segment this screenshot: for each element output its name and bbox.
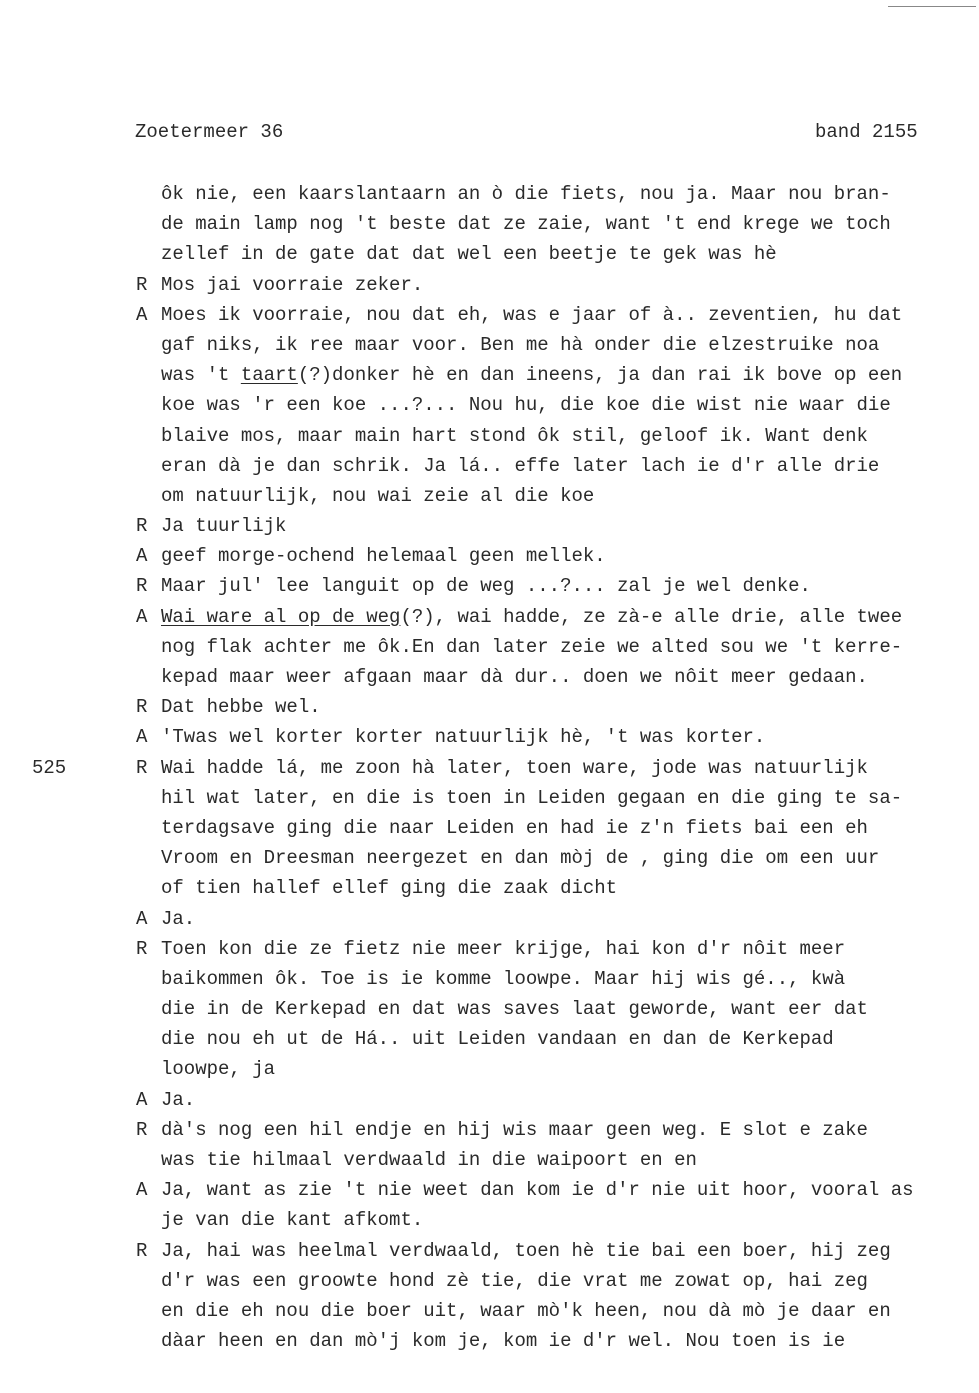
line-text xyxy=(161,273,423,297)
transcript-line xyxy=(0,273,979,303)
line-text xyxy=(161,605,902,629)
line-text xyxy=(161,242,777,266)
text-segment: Moes ik voorraie, nou dat eh, was e jaar of à.. zeventien, hu dat xyxy=(161,303,903,326)
speaker-label: R xyxy=(136,937,148,960)
transcript-line xyxy=(0,1208,979,1238)
transcript-line xyxy=(0,816,979,846)
text-segment: en die eh nou die boer uit, waar mò'k heen, nou dà mò je daar en xyxy=(161,1299,891,1322)
line-text xyxy=(161,846,879,870)
text-segment: Ja, hai was heelmal verdwaald, toen hè tie bai een boer, hij zeg xyxy=(161,1239,891,1262)
text-segment: d'r was een groowte hond zè tie, die vrat me zowat op, hai zeg xyxy=(161,1269,868,1292)
text-segment: zellef in de gate dat dat wel een beetje te gek was hè xyxy=(161,243,777,266)
transcript-line xyxy=(0,907,979,937)
line-text xyxy=(161,997,868,1021)
text-segment: dà's nog een hil endje en hij wis maar geen weg. E slot e zake xyxy=(161,1118,868,1141)
line-text xyxy=(161,816,868,840)
text-segment: baikommen ôk. Toe is ie komme loowpe. Maar hij wis gé.., kwà xyxy=(161,967,846,990)
text-segment: je van die kant afkomt. xyxy=(161,1209,424,1232)
transcript-line xyxy=(0,212,979,242)
line-text xyxy=(161,393,891,417)
transcript-line xyxy=(0,786,979,816)
transcript-line xyxy=(0,725,979,755)
transcript-line xyxy=(0,574,979,604)
text-segment: ôk nie, een kaarslantaarn an ò die fiets, nou ja. Maar nou bran- xyxy=(161,183,891,205)
page-header-title: Zoetermeer 36 xyxy=(135,121,284,143)
text-segment: dàar heen en dan mò'j kom je, kom ie d'r wel. Nou toen is ie xyxy=(161,1330,846,1353)
text-segment: blaive mos, maar main hart stond ôk stil, geloof ik. Want denk xyxy=(161,424,868,447)
text-segment: was 't xyxy=(161,364,241,387)
text-segment: Maar jul' lee languit op de weg ...?... zal je wel denke. xyxy=(161,575,811,598)
speaker-label: A xyxy=(136,1179,148,1202)
text-segment: terdagsave ging die naar Leiden en had ie z'n fiets bai een eh xyxy=(161,816,868,839)
text-segment: (?), wai hadde, ze zà-e alle drie, alle twee xyxy=(400,605,903,628)
text-segment: de main lamp nog 't beste dat ze zaie, want 't end krege we toch xyxy=(161,213,891,236)
page-header-tape-number: band 2155 xyxy=(815,121,918,143)
line-text xyxy=(161,484,594,508)
line-text xyxy=(161,574,811,598)
line-text xyxy=(161,1118,868,1142)
transcript-line xyxy=(0,1239,979,1269)
line-text xyxy=(161,333,879,357)
line-text xyxy=(161,876,617,900)
transcript-line xyxy=(0,303,979,333)
speaker-label: A xyxy=(136,1088,148,1111)
line-text xyxy=(161,786,902,810)
transcript-line xyxy=(0,182,979,212)
text-segment: loowpe, ja xyxy=(161,1058,276,1081)
transcript-line xyxy=(0,333,979,363)
transcript-line xyxy=(0,1299,979,1329)
text-segment: Mos jai voorraie zeker. xyxy=(161,273,424,296)
transcript-line xyxy=(0,1057,979,1087)
text-segment: koe was 'r een koe ...?... Nou hu, die koe die wist nie waar die xyxy=(161,394,891,417)
line-text xyxy=(161,303,902,327)
transcript-line xyxy=(0,1118,979,1148)
transcript-line xyxy=(0,242,979,272)
line-text xyxy=(161,1178,914,1202)
text-segment: was tie hilmaal verdwaald in die waipoort en en xyxy=(161,1149,697,1171)
text-segment: Wai hadde lá, me zoon hà later, toen ware, jode was natuurlijk xyxy=(161,756,868,779)
margin-counter: 525 xyxy=(32,756,67,779)
text-segment: eran dà je dan schrik. Ja lá.. effe later lach ie d'r alle drie xyxy=(161,454,880,477)
text-segment: Ja. xyxy=(161,907,196,930)
transcript-line xyxy=(0,695,979,725)
text-segment: of tien hallef ellef ging die zaak dicht xyxy=(161,877,618,900)
line-text xyxy=(161,363,902,387)
transcript-line xyxy=(0,1329,979,1359)
line-text xyxy=(161,1057,275,1081)
speaker-label: R xyxy=(136,1239,148,1262)
text-segment: om natuurlijk, nou wai zeie al die koe xyxy=(161,484,595,507)
text-segment: Vroom en Dreesman neergezet en dan mòj de , ging die om een uur xyxy=(161,847,880,870)
speaker-label: A xyxy=(136,907,148,930)
text-segment: Ja. xyxy=(161,1088,196,1111)
line-text xyxy=(161,635,902,659)
line-text xyxy=(161,1269,868,1293)
transcript-line xyxy=(0,454,979,484)
text-segment: Toen kon die ze fietz nie meer krijge, hai kon d'r nôit meer xyxy=(161,937,846,960)
line-text xyxy=(161,1148,697,1172)
line-text xyxy=(161,1239,891,1263)
transcript-line xyxy=(0,1178,979,1208)
line-text xyxy=(161,454,879,478)
transcript-line xyxy=(0,635,979,665)
text-segment: gaf niks, ik ree maar voor. Ben me hà onder die elzestruike noa xyxy=(161,333,880,356)
underlined-uncertain-text: Wai ware al op de weg xyxy=(161,605,401,628)
line-text xyxy=(161,182,891,206)
text-segment: nog flak achter me ôk.En dan later zeie we alted sou we 't kerre- xyxy=(161,635,903,658)
line-text xyxy=(161,756,868,780)
line-text xyxy=(161,424,868,448)
text-segment: kepad maar weer afgaan maar dà dur.. doen we nôit meer gedaan. xyxy=(161,666,868,688)
underlined-uncertain-text: taart xyxy=(240,364,298,387)
transcript-line xyxy=(0,665,979,695)
speaker-label: R xyxy=(136,1118,148,1141)
transcript-line xyxy=(0,997,979,1027)
line-text xyxy=(161,1299,891,1323)
line-text xyxy=(161,725,765,749)
text-segment: die in de Kerkepad en dat was saves laat geworde, want eer dat xyxy=(161,998,868,1021)
speaker-label: R xyxy=(136,515,148,538)
transcript-line xyxy=(0,876,979,906)
transcript-line xyxy=(0,1148,979,1178)
speaker-label: R xyxy=(136,756,148,779)
transcript-line xyxy=(0,1269,979,1299)
transcript-line xyxy=(0,605,979,635)
line-text xyxy=(161,1027,834,1051)
line-text xyxy=(161,967,845,991)
transcript-line xyxy=(0,424,979,454)
speaker-label: A xyxy=(136,605,148,628)
text-segment: Dat hebbe wel. xyxy=(161,696,321,719)
line-text xyxy=(161,514,286,538)
speaker-label: R xyxy=(136,696,148,719)
text-segment: geef morge-ochend helemaal geen mellek. xyxy=(161,545,606,568)
speaker-label: R xyxy=(136,273,148,296)
transcript-line xyxy=(0,967,979,997)
speaker-label: R xyxy=(136,575,148,598)
line-text xyxy=(161,1208,423,1232)
text-segment: (?)donker hè en dan ineens, ja dan rai ik bove op een xyxy=(297,364,903,387)
transcript-line xyxy=(0,363,979,393)
line-text xyxy=(161,695,321,719)
transcript-line xyxy=(0,484,979,514)
transcript-line xyxy=(0,514,979,544)
line-text xyxy=(161,937,845,961)
line-text xyxy=(161,907,195,931)
speaker-label: A xyxy=(136,303,148,326)
corner-rule xyxy=(888,6,976,7)
transcript-line xyxy=(0,937,979,967)
speaker-label: A xyxy=(136,545,148,568)
speaker-label: A xyxy=(136,726,148,749)
line-text xyxy=(161,1329,845,1353)
text-segment: Ja, want as zie 't nie weet dan kom ie d'r nie uit hoor, vooral as xyxy=(161,1179,914,1202)
line-text xyxy=(161,212,891,236)
transcript-line xyxy=(0,756,979,786)
line-text xyxy=(161,544,606,568)
text-segment: Ja tuurlijk xyxy=(161,515,287,538)
text-segment: die nou eh ut de Há.. uit Leiden vandaan en dan de Kerkepad xyxy=(161,1028,834,1051)
transcript-line xyxy=(0,1027,979,1057)
transcript-body xyxy=(0,182,979,1359)
text-segment: hil wat later, en die is toen in Leiden gegaan en die ging te sa- xyxy=(161,786,903,809)
text-segment: 'Twas wel korter korter natuurlijk hè, 't was korter. xyxy=(161,726,766,749)
transcript-line xyxy=(0,544,979,574)
transcript-line xyxy=(0,1088,979,1118)
line-text xyxy=(161,1088,195,1112)
transcript-line xyxy=(0,393,979,423)
transcript-line xyxy=(0,846,979,876)
line-text xyxy=(161,665,868,689)
